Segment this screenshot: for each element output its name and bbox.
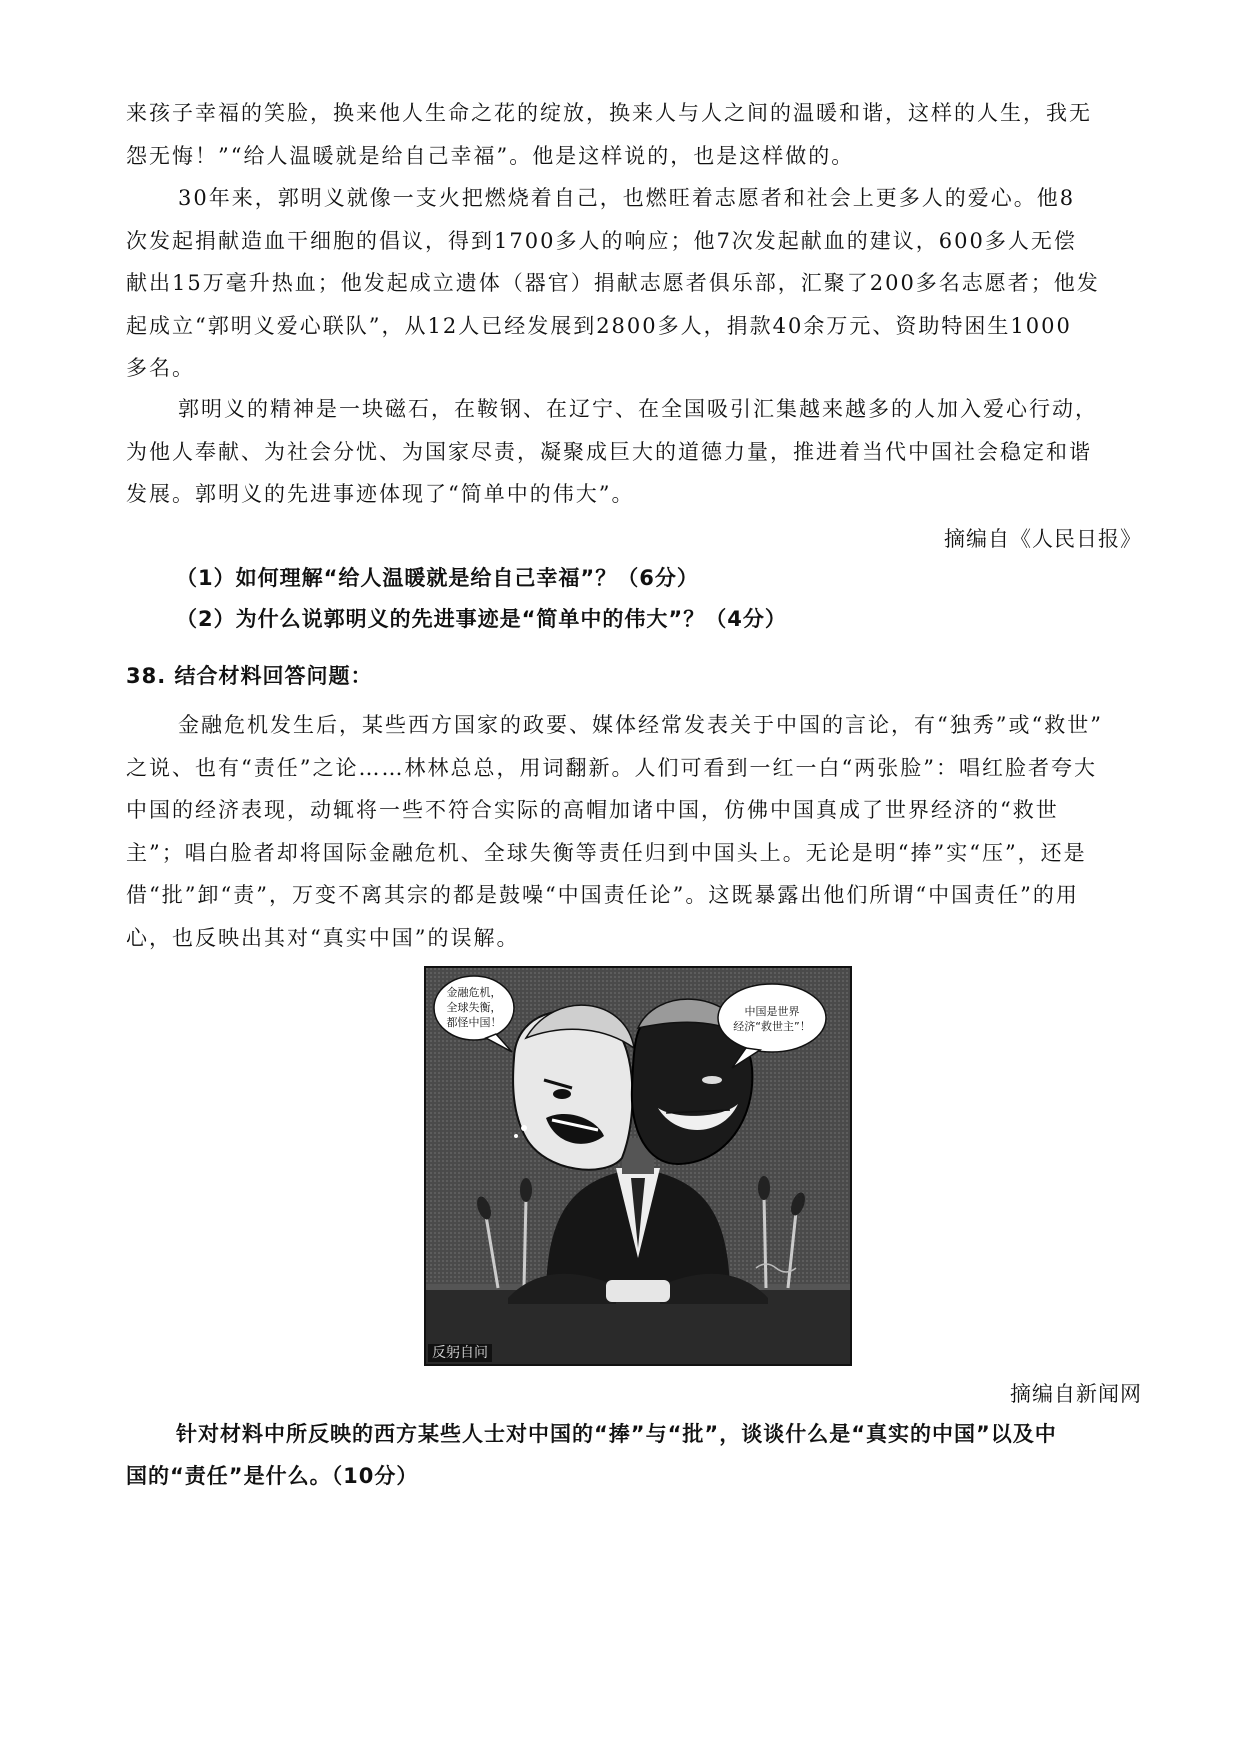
text-line: 30年来，郭明义就像一支火把燃烧着自己，也燃旺着志愿者和社会上更多人的爱心。他8 xyxy=(178,186,1076,210)
question-38-prompt-line-1: 针对材料中所反映的西方某些人士对中国的“捧”与“批”，谈谈什么是“真实的中国”以及中 xyxy=(176,1422,1057,1446)
text-line: 心，也反映出其对“真实中国”的误解。 xyxy=(126,925,520,950)
question-37-1: （1）如何理解“给人温暖就是给自己幸福”？（6分） xyxy=(176,566,699,590)
text-line: 献出15万毫升热血；他发起成立遗体（器官）捐献志愿者俱乐部，汇聚了200多名志愿者；他发 xyxy=(126,271,1100,295)
text-line: 之说、也有“责任”之论……林林总总，用词翻新。人们可看到一红一白“两张脸”：唱红脸者夸大 xyxy=(126,755,1097,780)
passage-paragraph-1 xyxy=(126,92,1142,177)
question-38-prompt-line-2: 国的“责任”是什么。（10分） xyxy=(126,1464,419,1488)
text-line: 多名。 xyxy=(126,356,195,380)
bubble-line: 经济“救世主”！ xyxy=(733,1020,811,1033)
text-line: 郭明义的精神是一块磁石，在鞍钢、在辽宁、在全国吸引汇集越来越多的人加入爱心行动， xyxy=(178,397,1098,421)
text-line: 为他人奉献、为社会分忧、为国家尽责，凝聚成巨大的道德力量，推进着当代中国社会稳定和谐 xyxy=(126,439,1092,464)
text-line: 中国的经济表现，动辄将一些不符合实际的高帽加诸中国，仿佛中国真成了世界经济的“救世 xyxy=(126,798,1059,822)
passage-paragraph-2 xyxy=(126,177,1142,390)
text-line: 次发起捐献造血干细胞的倡议，得到1700多人的响应；他7次发起献血的建议，600多人无偿 xyxy=(126,228,1077,253)
text-line: 起成立“郭明义爱心联队”，从12人已经发展到2800多人，捐款40余万元、资助特困生1000 xyxy=(126,313,1072,338)
cartoon-caption: 反躬自问 xyxy=(428,1344,492,1362)
text-line: 主”；唱白脸者却将国际金融危机、全球失衡等责任归到中国头上。无论是明“捧”实“压”，还是 xyxy=(126,840,1087,865)
source-citation-38: 摘编自新闻网 xyxy=(1010,1382,1142,1406)
bubble-line: 金融危机， xyxy=(446,986,502,999)
text-line: 发展。郭明义的先进事迹体现了“简单中的伟大”。 xyxy=(126,482,635,506)
speech-bubble-right xyxy=(720,1004,824,1034)
text-line: 金融危机发生后，某些西方国家的政要、媒体经常发表关于中国的言论，有“独秀”或“救世” xyxy=(178,713,1103,737)
text-line: 借“批”卸“责”，万变不离其宗的都是鼓噪“中国责任论”。这既暴露出他们所谓“中国责任”的用 xyxy=(126,883,1079,907)
question-38-heading: 38. 结合材料回答问题： xyxy=(126,664,373,688)
source-citation-37: 摘编自《人民日报》 xyxy=(944,527,1142,551)
question-37-2: （2）为什么说郭明义的先进事迹是“简单中的伟大”？（4分） xyxy=(176,607,787,631)
bubble-line: 都怪中国！ xyxy=(446,1016,502,1029)
bubble-line: 中国是世界 xyxy=(744,1005,800,1018)
passage-paragraph-3 xyxy=(126,388,1142,516)
text-line: 来孩子幸福的笑脸，换来他人生命之花的绽放，换来人与人之间的温暖和谐，这样的人生，我无 xyxy=(126,101,1092,125)
bubble-line: 全球失衡， xyxy=(446,1001,502,1014)
political-cartoon xyxy=(424,966,852,1366)
q38-material-paragraph xyxy=(126,704,1142,959)
text-line: 怨无悔！”“给人温暖就是给自己幸福”。他是这样说的，也是这样做的。 xyxy=(126,143,855,168)
speech-bubble-left xyxy=(438,985,510,1030)
